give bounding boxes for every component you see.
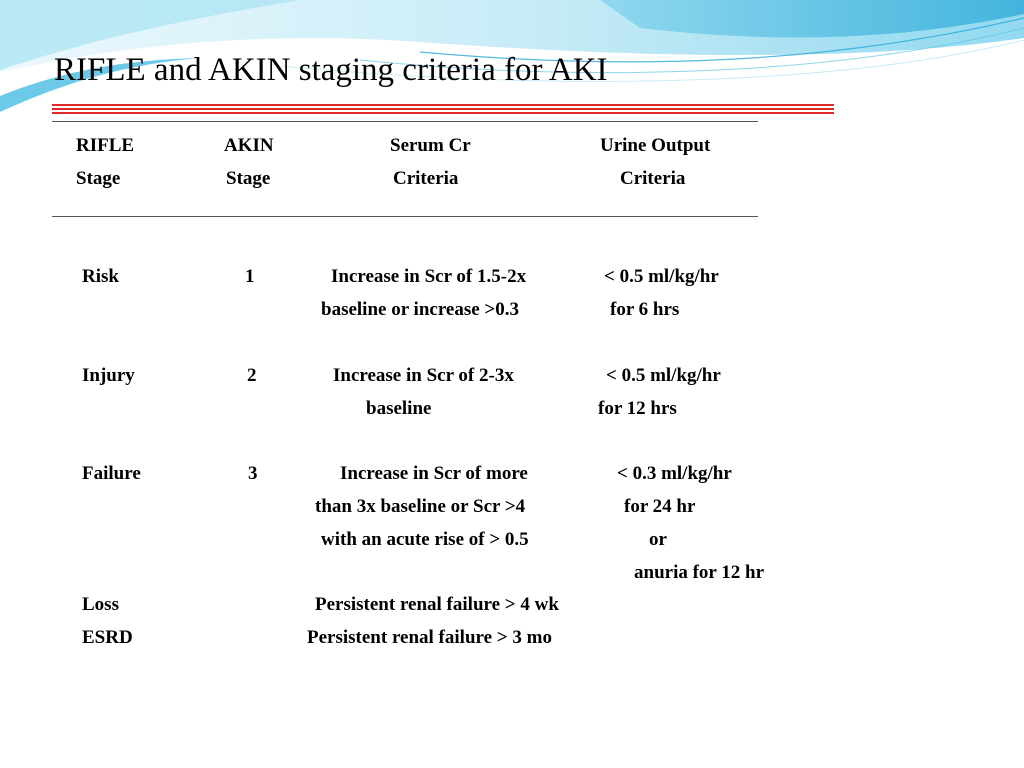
row-risk-akin: 1 [245, 266, 255, 287]
header-akin-line1: AKIN [224, 135, 274, 156]
row-loss-serum: Persistent renal failure > 4 wk [315, 594, 559, 615]
header-rifle-line2: Stage [76, 168, 121, 189]
row-failure-urine-line3: or [649, 529, 667, 550]
row-esrd-serum: Persistent renal failure > 3 mo [307, 627, 552, 648]
header-urine-line2: Criteria [620, 168, 686, 189]
row-risk-serum-line1: Increase in Scr of 1.5-2x [331, 266, 527, 287]
row-injury-urine-line1: < 0.5 ml/kg/hr [606, 365, 721, 386]
row-risk-urine-line2: for 6 hrs [610, 299, 680, 320]
header-rifle-line1: RIFLE [76, 135, 135, 156]
title-underline-red [52, 104, 834, 114]
row-failure-urine-line2: for 24 hr [624, 496, 696, 517]
row-risk-stage: Risk [82, 266, 119, 287]
row-injury-urine-line2: for 12 hrs [598, 398, 677, 419]
header-akin-line2: Stage [226, 168, 271, 189]
row-failure-urine-line1: < 0.3 ml/kg/hr [617, 463, 732, 484]
header-urine-line1: Urine Output [600, 135, 711, 156]
table-top-rule [52, 121, 758, 122]
row-failure-akin: 3 [248, 463, 258, 484]
row-failure-serum-line2: than 3x baseline or Scr >4 [315, 496, 526, 517]
row-injury-stage: Injury [82, 365, 135, 386]
row-risk-serum-line2: baseline or increase >0.3 [321, 299, 519, 320]
table-header-rule [52, 216, 758, 217]
header-serum-line2: Criteria [393, 168, 459, 189]
row-esrd-stage: ESRD [82, 627, 133, 648]
header-serum-line1: Serum Cr [390, 135, 471, 156]
row-loss-stage: Loss [82, 594, 119, 615]
row-failure-serum-line3: with an acute rise of > 0.5 [321, 529, 529, 550]
slide-title: RIFLE and AKIN staging criteria for AKI [54, 52, 608, 88]
row-failure-urine-line4: anuria for 12 hr [634, 562, 765, 583]
row-risk-urine-line1: < 0.5 ml/kg/hr [604, 266, 719, 287]
row-injury-serum-line2: baseline [366, 398, 432, 419]
row-injury-serum-line1: Increase in Scr of 2-3x [333, 365, 514, 386]
row-failure-stage: Failure [82, 463, 141, 484]
row-failure-serum-line1: Increase in Scr of more [340, 463, 528, 484]
row-injury-akin: 2 [247, 365, 257, 386]
